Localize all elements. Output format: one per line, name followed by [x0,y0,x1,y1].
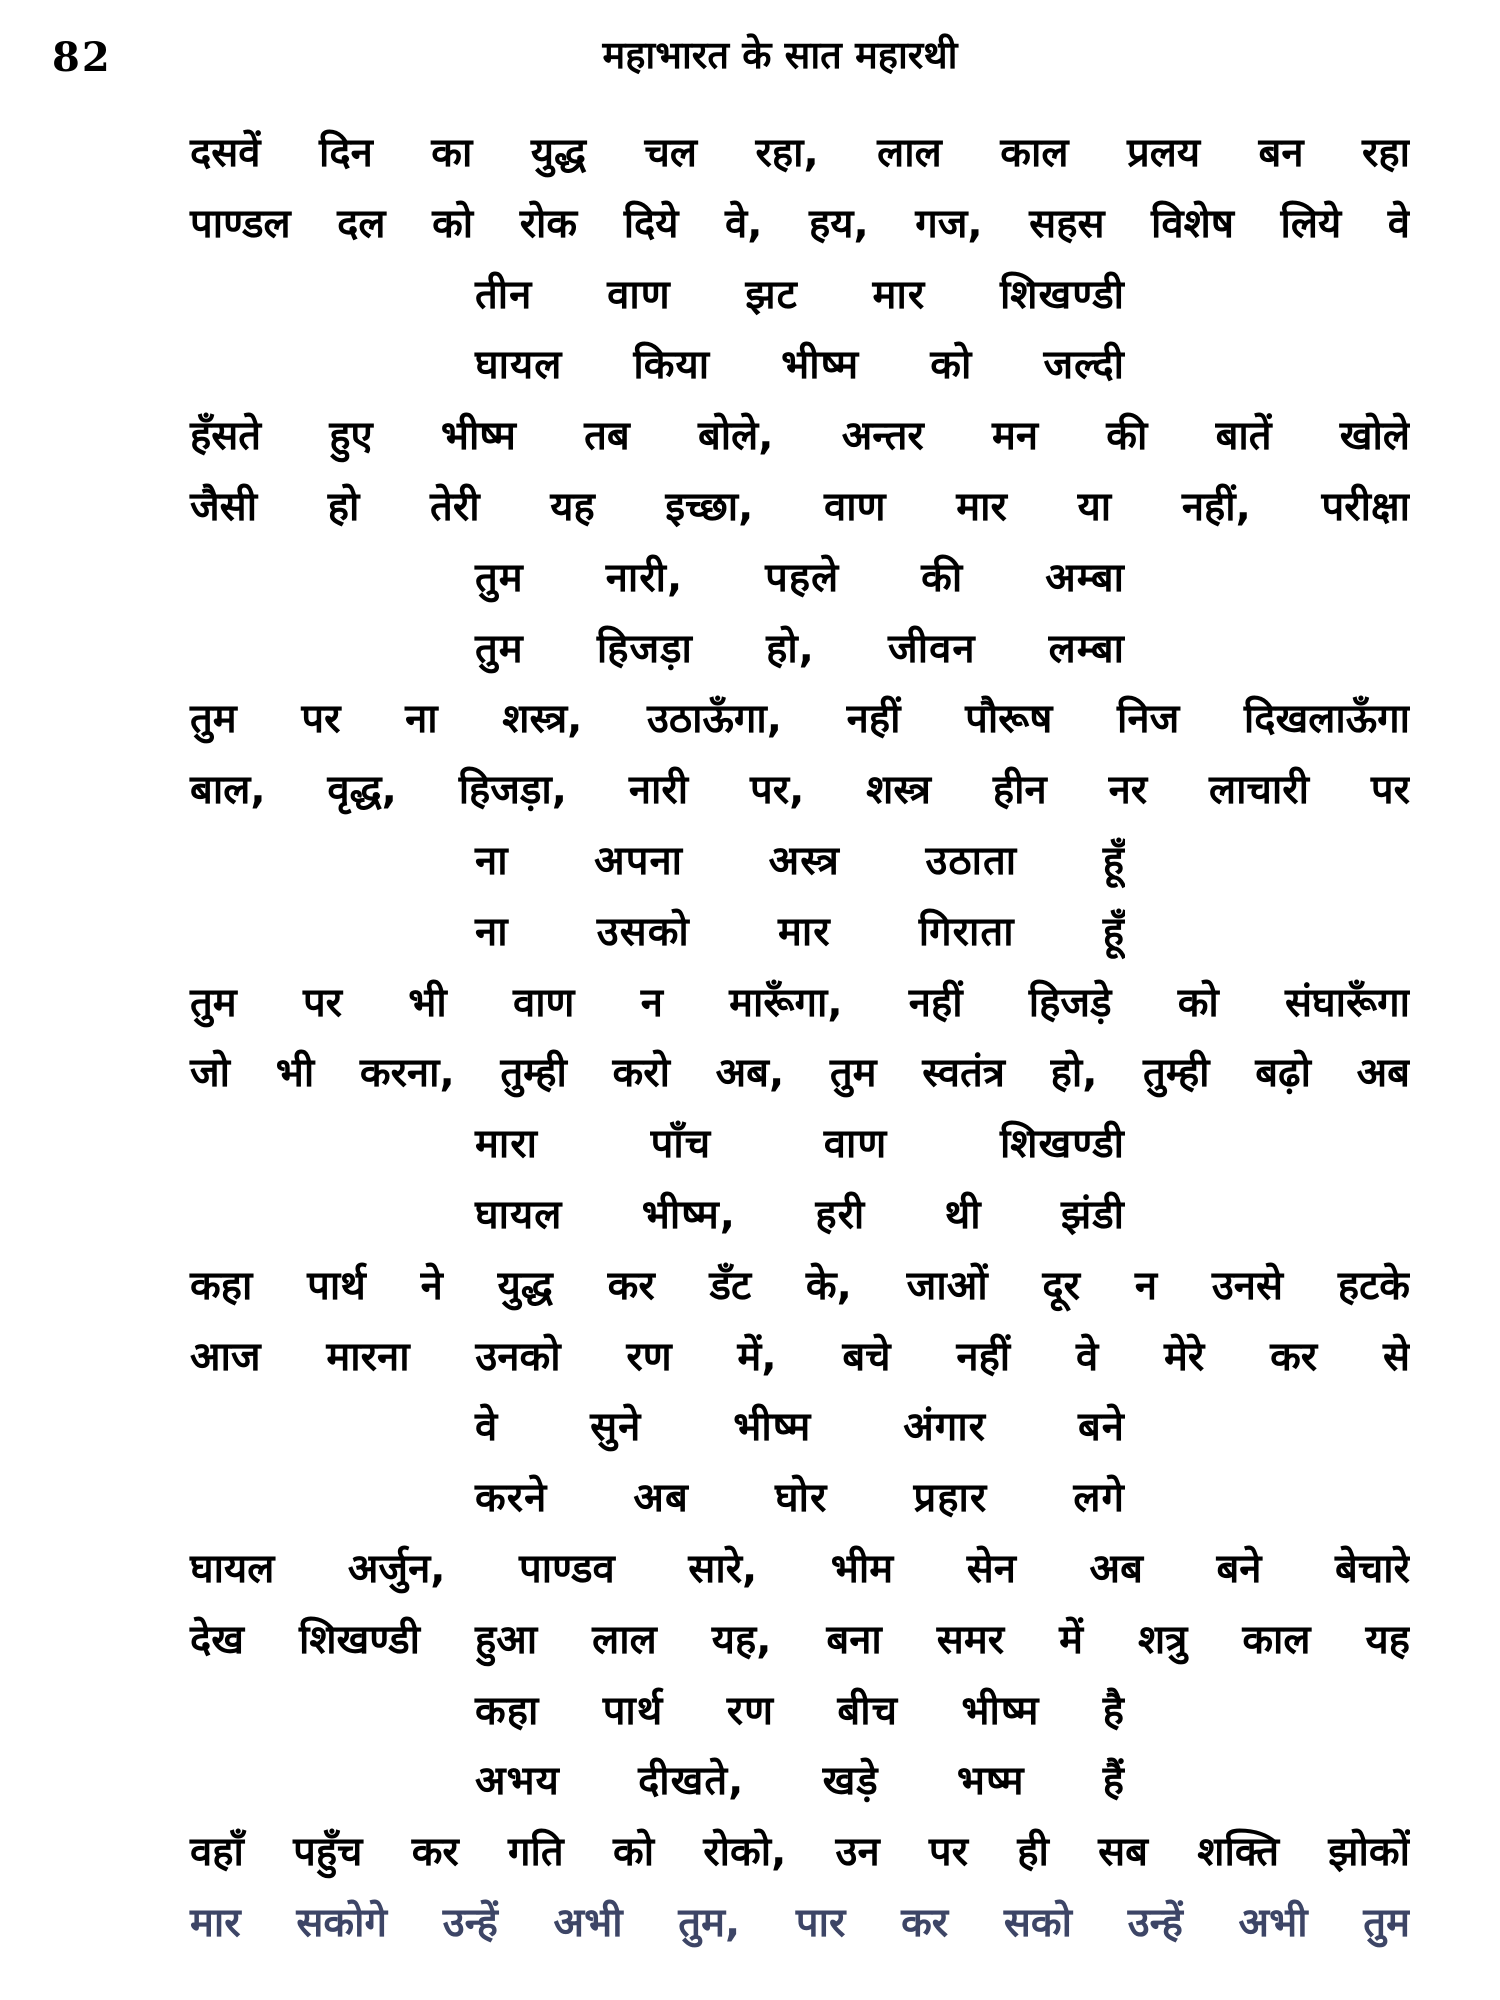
verse-line: कहा पार्थ ने युद्ध कर डँट के, जाओं दूर न उनसे हटके [190,1262,1410,1309]
verse-line: दसवें दिन का युद्ध चल रहा, लाल काल प्रलय बन रहा [190,130,1410,176]
poem-body [0,118,1500,1959]
verse-line-refrain: वे सुने भीष्म अंगार बने [475,1404,1125,1451]
verse-line: तुम पर ना शस्त्र, उठाऊँगा, नहीं पौरूष निज दिखलाऊँगा [190,696,1410,743]
verse-line: मार सकोगे उन्हें अभी तुम, पार कर सको उन्हें अभी तुम [190,1899,1410,1946]
verse-line: पाण्डल दल को रोक दिये वे, हय, गज, सहस विशेष लिये वे [190,200,1410,247]
verse-line: हँसते हुए भीष्म तब बोले, अन्तर मन की बातें खोले [190,413,1410,460]
verse-line-refrain: घायल भीष्म, हरी थी झंडी [475,1191,1125,1238]
verse-line-refrain: अभय दीखते, खड़े भष्म हैं [475,1758,1125,1805]
verse-line: घायल अर्जुन, पाण्डव सारे, भीम सेन अब बने बेचारे [190,1545,1410,1592]
running-title: महाभारत के सात महारथी [602,33,958,77]
verse-line: बाल, वृद्ध, हिजड़ा, नारी पर, शस्त्र हीन नर लाचारी पर [190,767,1410,814]
verse-line: तुम पर भी वाण न मारूँगा, नहीं हिजड़े को संघारूँगा [190,979,1410,1026]
verse-line-refrain: घायल किया भीष्म को जल्दी [475,342,1125,389]
verse-line-refrain: तीन वाण झट मार शिखण्डी [475,271,1125,318]
verse-line-refrain: करने अब घोर प्रहार लगे [475,1475,1125,1522]
verse-line-refrain: ना उसको मार गिराता हूँ [475,908,1125,955]
verse-line: वहाँ पहुँच कर गति को रोको, उन पर ही सब शक्ति झोकों [190,1829,1410,1876]
verse-line-refrain: कहा पार्थ रण बीच भीष्म है [475,1687,1125,1734]
verse-line: आज मारना उनको रण में, बचे नहीं वे मेरे कर से [190,1333,1410,1380]
verse-line-refrain: तुम नारी, पहले की अम्बा [475,554,1125,601]
verse-line: देख शिखण्डी हुआ लाल यह, बना समर में शत्रु काल यह [190,1616,1410,1663]
verse-line-refrain: तुम हिजड़ा हो, जीवन लम्बा [475,625,1125,672]
verse-line-refrain: ना अपना अस्त्र उठाता हूँ [475,837,1125,884]
page-number: 82 [52,34,112,81]
verse-line: जो भी करना, तुम्ही करो अब, तुम स्वतंत्र हो, तुम्ही बढ़ो अब [190,1050,1410,1097]
verse-line: जैसी हो तेरी यह इच्छा, वाण मार या नहीं, परीक्षा [190,483,1410,530]
page-header [0,28,1500,98]
verse-line-refrain: मारा पाँच वाण शिखण्डी [475,1121,1125,1168]
